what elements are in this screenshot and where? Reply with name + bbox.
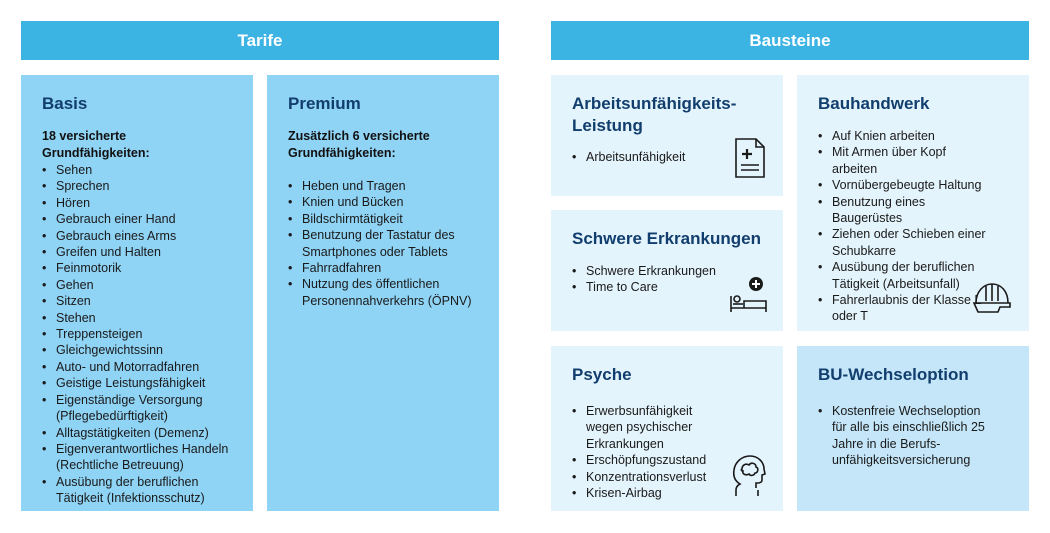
basis-lead: 18 versicherte Grundfähigkeiten: [42,129,150,160]
list-item: • Stehen [42,310,232,326]
basis-card [21,75,253,511]
list-item: • Arbeitsunfähigkeit [572,149,762,165]
list-item: • Gehen [42,277,232,293]
list-item: • Alltagstätigkeiten (Demenz) [42,425,232,441]
bu-card [797,346,1029,511]
head-brain-icon [732,454,766,498]
list-item: • Fahrerlaubnis der Klasse L oder T [818,292,993,325]
list-item: • Gleichgewichtssinn [42,342,232,358]
list-item: • Geistige Leistungsfähigkeit [42,375,232,391]
list-item: • Nutzung des öffentlichen Personennahverkehrs (ÖPNV) [288,276,478,309]
document-medical-icon [734,137,766,179]
list-item: • Fahrradfahren [288,260,478,276]
bausteine-header: Bausteine [551,21,1029,60]
schwere-card [551,210,783,331]
list-item: • Gebrauch einer Hand [42,211,232,227]
list-item: • Hören [42,195,232,211]
list-item: • Erschöpfungszustand [572,452,732,468]
basis-list [42,162,232,507]
list-item: • Greifen und Halten [42,244,232,260]
schwere-title: Schwere Erkrankungen [572,229,761,248]
list-item: • Eigenverantwortliches Handeln (Rechtliche Betreuung) [42,441,232,474]
au-title: Arbeitsunfähigkeits-Leistung [572,94,737,135]
list-item: • Kostenfreie Wechseloption für alle bis einschließlich 25 Jahre in die Berufs-unfähigkeitsversicherung [818,403,996,469]
hard-hat-icon [972,281,1012,315]
list-item: • Feinmotorik [42,260,232,276]
bu-list [818,403,996,469]
list-item: • Mit Armen über Kopf arbeiten [818,144,993,177]
list-item: • Sprechen [42,178,232,194]
basis-title: Basis [42,94,88,113]
psyche-list [572,403,732,501]
list-item: • Bildschirmtätigkeit [288,211,478,227]
list-item: • Benutzung eines Baugerüstes [818,194,993,227]
list-item: • Ausübung der beruflichen Tätigkeit (Arbeitsunfall) [818,259,993,292]
list-item: • Schwere Erkrankungen [572,263,762,279]
psyche-title: Psyche [572,365,632,384]
hospital-bed-icon [729,274,769,316]
au-card [551,75,783,196]
list-item: • Sitzen [42,293,232,309]
list-item: • Ziehen oder Schieben einer Schubkarre [818,226,993,259]
premium-card [267,75,499,511]
list-item: • Ausübung der beruflichen Tätigkeit (Infektionsschutz) [42,474,232,507]
list-item: • Erwerbsunfähigkeit wegen psychischer Erkrankungen [572,403,732,452]
list-item: • Vornübergebeugte Haltung [818,177,993,193]
bau-card [797,75,1029,331]
list-item: • Krisen-Airbag [572,485,732,501]
list-item: • Sehen [42,162,232,178]
bau-list [818,128,993,325]
list-item: • Heben und Tragen [288,178,478,194]
premium-lead: Zusätzlich 6 versicherte Grundfähigkeiten: [288,129,430,160]
list-item: • Auto- und Motorradfahren [42,359,232,375]
list-item: • Treppensteigen [42,326,232,342]
list-item: • Eigenständige Versorgung (Pflegebedürftigkeit) [42,392,232,425]
bau-title: Bauhandwerk [818,94,930,113]
bu-title: BU-Wechseloption [818,365,969,384]
premium-title: Premium [288,94,361,113]
list-item: • Gebrauch eines Arms [42,228,232,244]
list-item: • Auf Knien arbeiten [818,128,993,144]
list-item: • Benutzung der Tastatur des Smartphones oder Tablets [288,227,478,260]
list-item: • Knien und Bücken [288,194,478,210]
psyche-card [551,346,783,511]
list-item: • Konzentrationsverlust [572,469,732,485]
tarife-header: Tarife [21,21,499,60]
premium-list [288,178,478,309]
list-item: • Time to Care [572,279,762,295]
